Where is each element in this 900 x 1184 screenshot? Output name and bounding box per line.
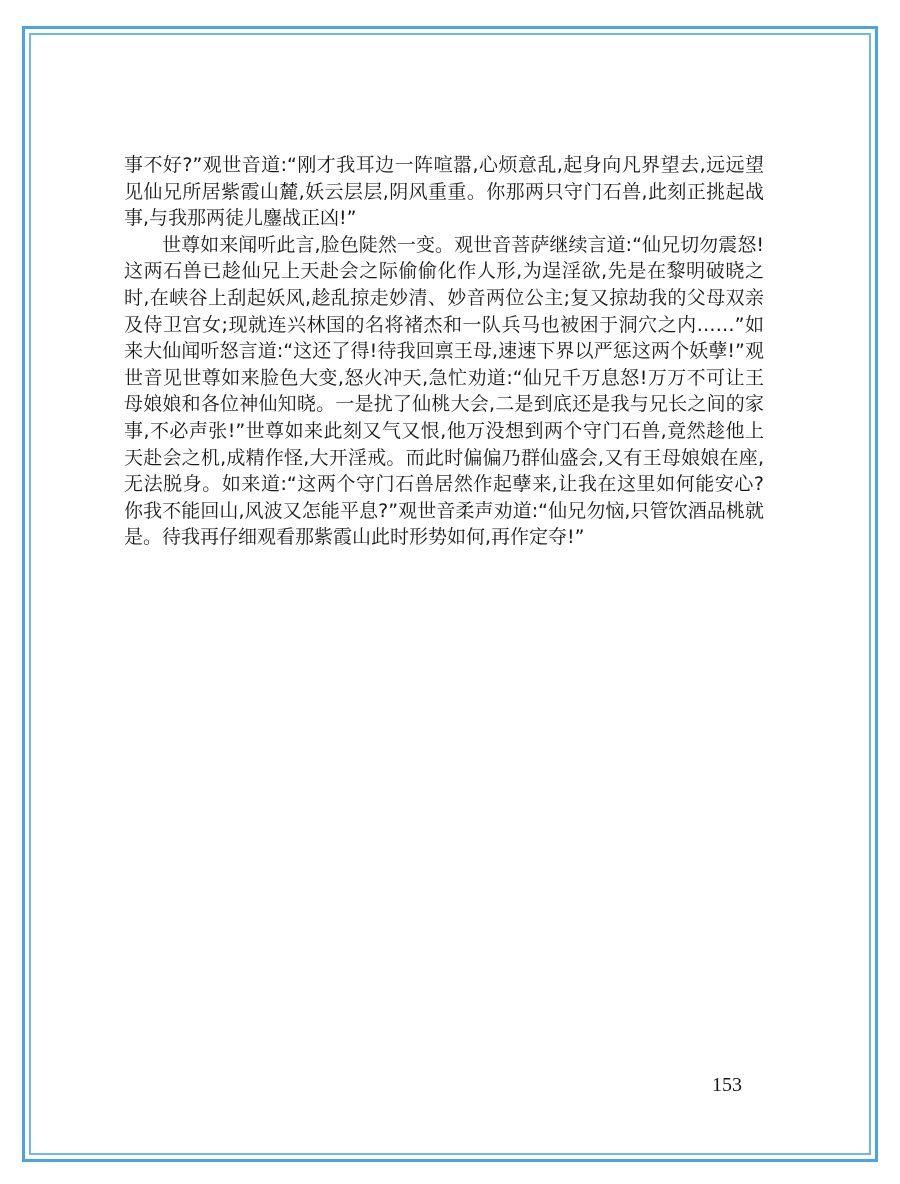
paragraph-2: 世尊如来闻听此言,脸色陡然一变。观世音菩萨继续言道:“仙兄切勿震怒!这两石兽已趁仙兄上天赴会之际偷偷化作人形,为逞淫欲,先是在黎明破晓之时,在峡谷上刮起妖风,趁乱掠走妙清、妙音两位公主;复又掠劫我的父母双亲及侍卫宫女;现就连兴林国的名将褚杰和一队兵马也被困于洞穴之内……”如来大仙闻听怒言道:“这还了得!待我回禀王母,速速下界以严惩这两个妖孽!”观世音见世尊如来脸色大变,怒火冲天,急忙劝道:“仙兄千万息怒!万万不可让王母娘娘和各位神仙知晓。一是扰了仙桃大会,二是到底还是我与兄长之间的家事,不必声张!”世尊如来此刻又气又恨,他万没想到两个守门石兽,竟然趁他上天赴会之机,成精作怪,大开淫戒。而此时偏偏乃群仙盛会,又有王母娘娘在座,无法脱身。如来道:“这两个守门石兽居然作起孽来,让我在这里如何能安心?你我不能回山,风波又怎能平息?”观世音柔声劝道:“仙兄勿恼,只管饮酒品桃就是。待我再仔细观看那紫霞山此时形势如何,再作定夺!” — [124, 233, 764, 549]
page-number: 153 — [712, 1074, 742, 1096]
paragraph-1: 事不好?”观世音道:“刚才我耳边一阵喧嚣,心烦意乱,起身向凡界望去,远远望见仙兄所居紫霞山麓,妖云层层,阴风重重。你那两只守门石兽,此刻正挑起战事,与我那两徒儿鏖战正凶!” — [124, 154, 764, 230]
body-text — [124, 152, 764, 551]
